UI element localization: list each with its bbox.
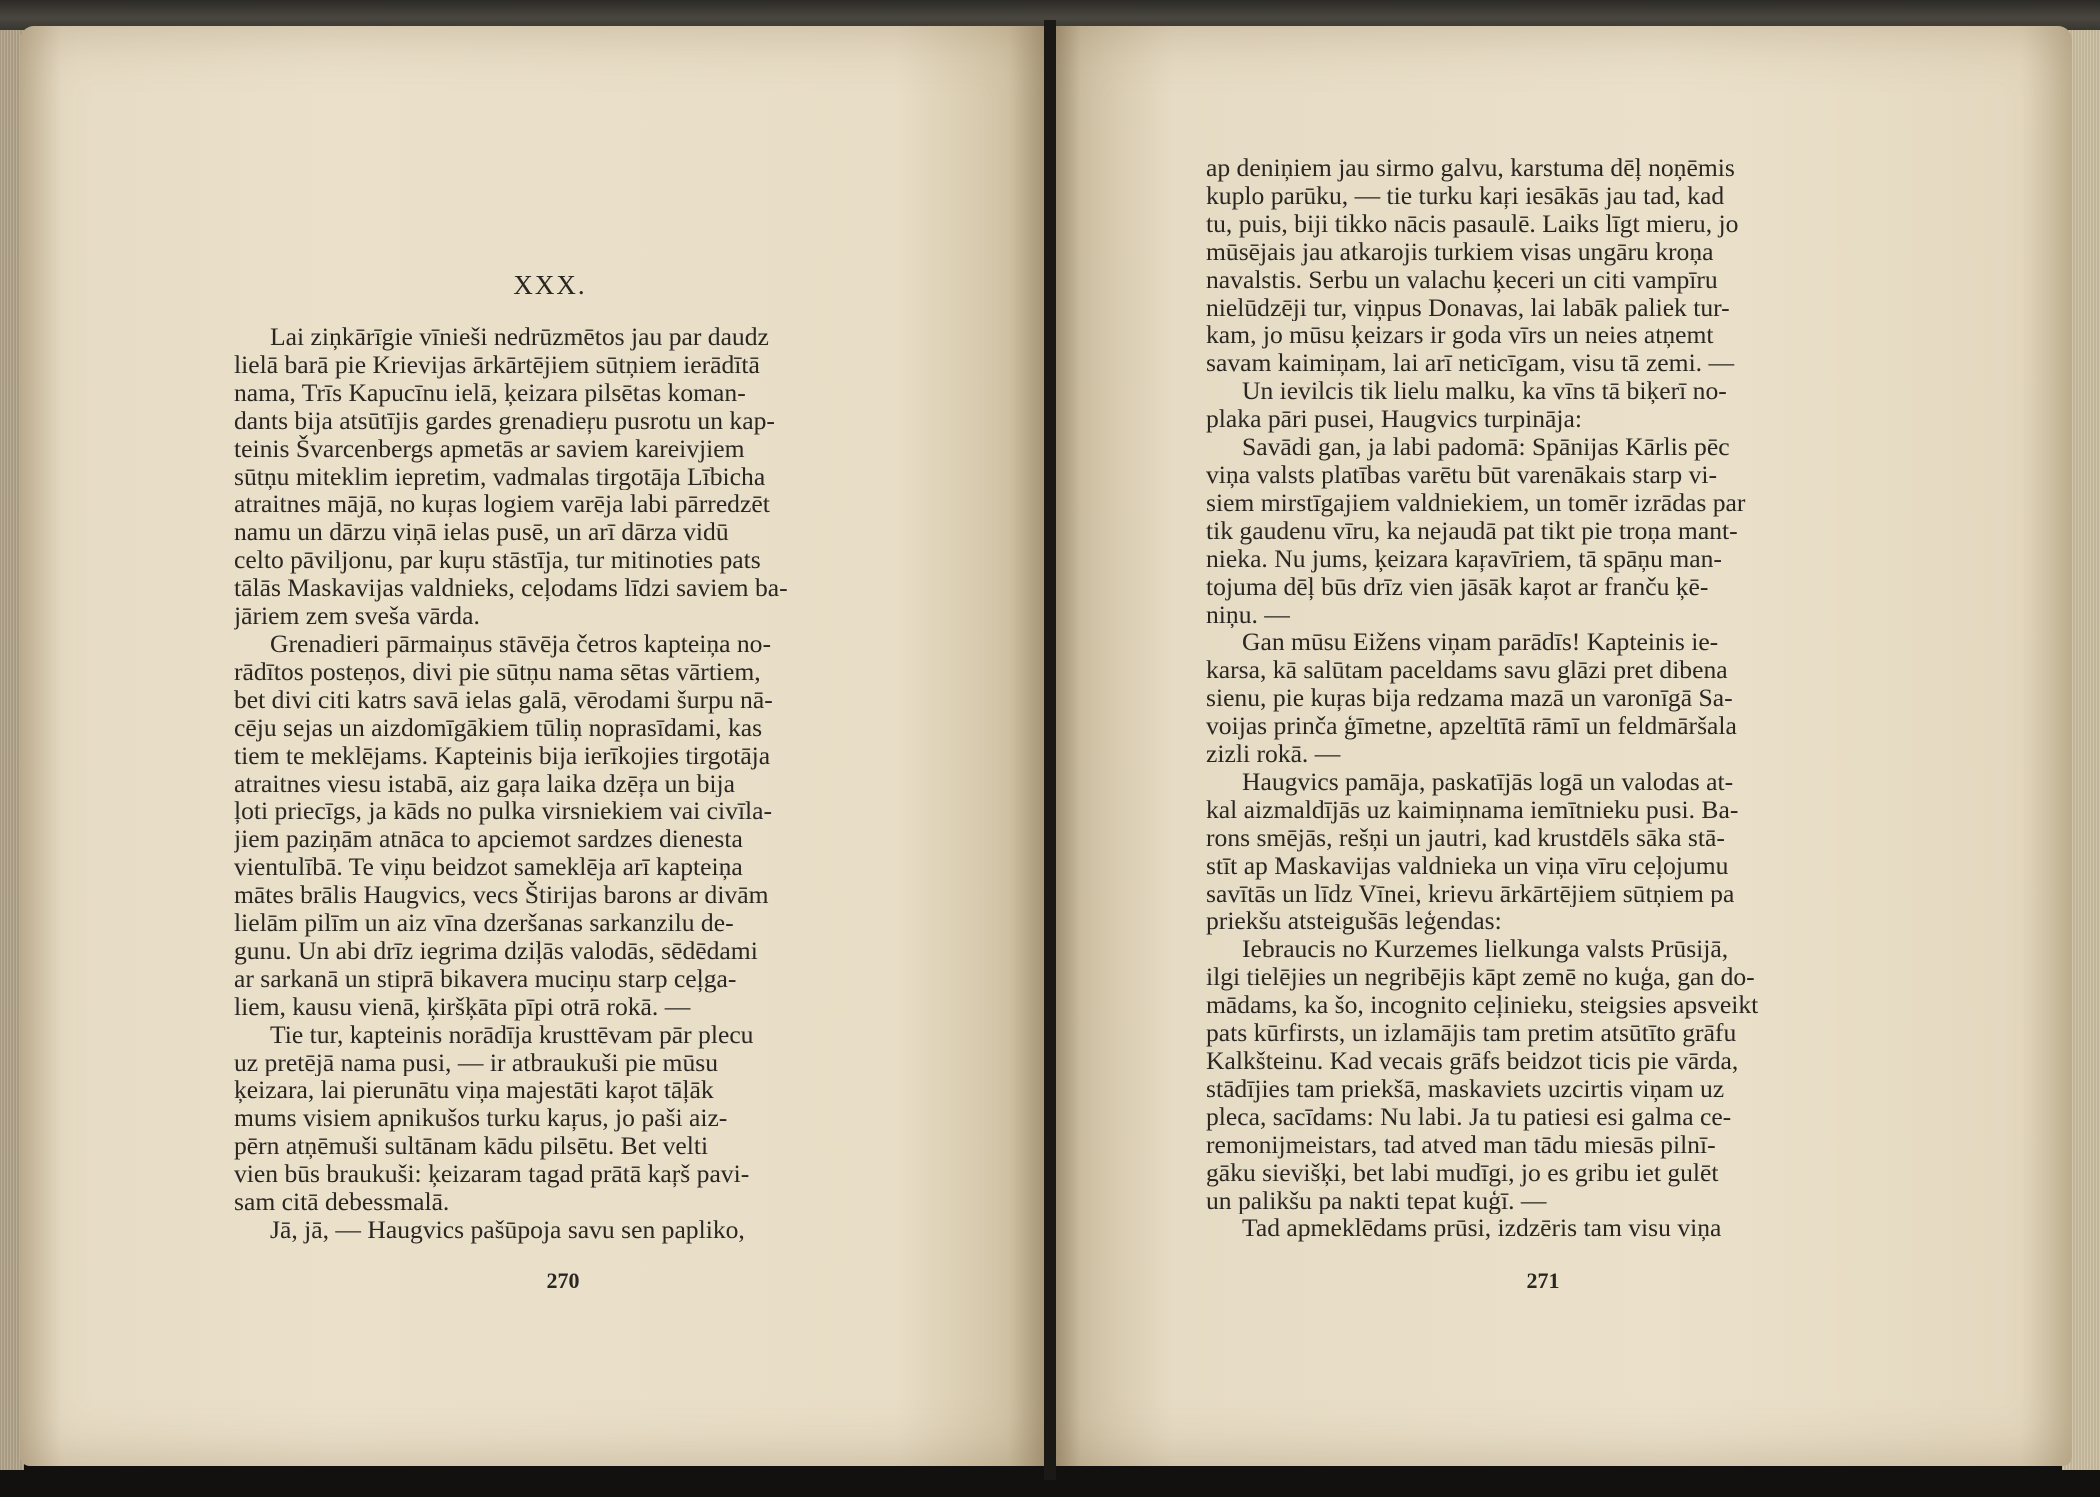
text-line: uz pretējā nama pusi, — ir atbraukuši pie mūsu: [234, 1048, 719, 1077]
text-line: sūtņu miteklim iepretim, vadmalas tirgotāja Lībicha: [234, 462, 766, 491]
text-line: plaka pāri pusei, Haugvics turpināja:: [1206, 405, 1582, 434]
left-page-number: 270: [546, 1268, 580, 1293]
text-line: tojuma dēļ būs drīz vien jāsāk kaŗot ar franču ķē-: [1206, 572, 1709, 601]
chapter-heading: XXX.: [513, 270, 587, 300]
text-line: tik gaudenu vīru, ka nejaudā pat tikt pie troņa mant-: [1206, 516, 1738, 545]
text-line: mātes brālis Haugvics, vecs Štirijas barons ar divām: [234, 881, 769, 910]
text-line: niņu. —: [1206, 600, 1290, 629]
text-line: Un ievilcis tik lielu malku, ka vīns tā biķerī no-: [1242, 377, 1727, 406]
text-line: nieka. Nu jums, ķeizara kaŗavīriem, tā spāņu man-: [1206, 544, 1722, 573]
right-page-text: [1206, 154, 1882, 1242]
text-line: voijas prinča ģīmetne, apzeltītā rāmī un feldmāršala: [1206, 712, 1737, 741]
text-line: mādams, ka šo, incognito ceļinieku, steigsies apsveikt: [1206, 991, 1759, 1020]
text-line: ļoti priecīgs, ja kāds no pulka virsniekiem vai civīla-: [234, 797, 773, 826]
text-line: atraitnes mājā, no kuŗas logiem varēja labi pārredzēt: [234, 490, 770, 519]
text-line: vientulībā. Te viņu beidzot sameklēja arī kapteiņa: [234, 853, 743, 882]
text-line: navalstis. Serbu un valachu ķeceri un citi vampīru: [1206, 265, 1718, 294]
text-line: jiem paziņām atnāca to apciemot sardzes dienesta: [234, 825, 743, 854]
text-line: cēju sejas un aizdomīgākiem tūliņ noprasīdami, kas: [234, 713, 763, 742]
text-line: ilgi tielējies un negribējis kāpt zemē no kuģa, gan do-: [1206, 963, 1755, 992]
text-line: Jā, jā, — Haugvics pašūpoja savu sen papliko,: [270, 1216, 745, 1244]
text-line: siem mirstīgajiem valdniekiem, un tomēr izrādas par: [1206, 488, 1746, 517]
text-line: dants bija atsūtījis gardes grenadieŗu pusrotu un kap-: [234, 406, 775, 435]
text-line: ap deniņiem jau sirmo galvu, karstuma dēļ noņēmis: [1206, 154, 1735, 182]
text-line: gunu. Un abi drīz iegrima dziļās valodās, sēdēdami: [234, 936, 758, 965]
text-line: Lai ziņkārīgie vīnieši nedrūzmētos jau par daudz: [270, 323, 769, 351]
text-line: bet divi citi katrs savā ielas galā, vērodami šurpu nā-: [234, 685, 773, 714]
text-line: Savādi gan, ja labi padomā: Spānijas Kārlis pēc: [1242, 433, 1730, 461]
text-line: ķeizara, lai pierunātu viņa majestāti kaŗot tāļāk: [234, 1076, 714, 1105]
text-line: namu un dārzu viņā ielas pusē, un arī dārza vidū: [234, 518, 729, 547]
text-line: vien būs braukuši: ķeizaram tagad prātā kaŗš pavi-: [234, 1160, 750, 1189]
text-line: karsa, kā salūtam paceldams savu glāzi pret dibena: [1206, 656, 1728, 685]
text-line: Iebraucis no Kurzemes lielkunga valsts Prūsijā,: [1242, 935, 1729, 964]
text-line: viņa valsts platības varētu būt varenākais starp vi-: [1206, 460, 1718, 489]
text-line: tu, puis, biji tikko nācis pasaulē. Laiks līgt mieru, jo: [1206, 209, 1739, 238]
text-line: stīt ap Maskavijas valdnieka un viņa vīru ceļojumu: [1206, 851, 1729, 880]
text-line: nielūdzēji tur, viņpus Donavas, lai labāk paliek tur-: [1206, 293, 1730, 322]
text-line: kuplo parūku, — tie turku kaŗi iesākās jau tad, kad: [1206, 181, 1725, 210]
text-line: savītās un līdz Vīnei, krievu ārkārtējiem sūtņiem pa: [1206, 879, 1735, 908]
left-page-text: [234, 323, 904, 1244]
text-line: tiem te meklējams. Kapteinis bija ierīkojies tirgotāja: [234, 741, 771, 770]
text-line: sienu, pie kuŗas bija redzama mazā un varonīgā Sa-: [1206, 684, 1733, 713]
text-line: celto pāviljonu, par kuŗu stāstīja, tur mitinoties pats: [234, 546, 761, 575]
text-line: remonijmeistars, tad atved man tādu miesās pilnī-: [1206, 1130, 1716, 1159]
text-line: pats kūrfirsts, un izlamājis tam pretim atsūtīto grāfu: [1206, 1019, 1737, 1047]
text-line: tālās Maskavijas valdnieks, ceļodams līdzi saviem ba-: [234, 574, 788, 603]
text-line: Tie tur, kapteinis norādīja krusttēvam pār plecu: [270, 1020, 754, 1049]
text-line: mūsējais jau atkarojis turkiem visas ungāru kroņa: [1206, 237, 1714, 266]
text-line: atraitnes viesu istabā, aiz gaŗa laika dzēŗa un bija: [234, 769, 735, 798]
text-line: rādītos posteņos, divi pie sūtņu nama sētas vārtiem,: [234, 657, 761, 686]
text-line: Gan mūsu Eižens viņam parādīs! Kapteinis ie-: [1242, 628, 1719, 657]
text-line: pleca, sacīdams: Nu labi. Ja tu patiesi esi galma ce-: [1206, 1102, 1732, 1131]
text-line: kam, jo mūsu ķeizars ir goda vīrs un neies atņemt: [1206, 321, 1714, 350]
text-line: gāku sievišķi, bet labi mudīgi, jo es gribu iet gulēt: [1206, 1158, 1719, 1187]
text-line: Kalkšteinu. Kad vecais grāfs beidzot ticis pie vārda,: [1206, 1047, 1739, 1075]
text-line: lielā barā pie Krievijas ārkārtējiem sūtņiem ierādītā: [234, 350, 760, 379]
text-line: liem, kausu vienā, ķiršķāta pīpi otrā rokā. —: [234, 992, 691, 1021]
text-line: savam kaimiņam, lai arī neticīgam, visu tā zemi. —: [1206, 349, 1735, 378]
text-line: un palikšu pa nakti tepat kuģī. —: [1206, 1186, 1547, 1215]
text-line: sam citā debessmalā.: [234, 1188, 450, 1216]
right-page-number: 271: [1526, 1268, 1560, 1293]
text-line: ar sarkanā un stiprā bikavera muciņu starp ceļga-: [234, 964, 737, 993]
text-line: pērn atņēmuši sultānam kādu pilsētu. Bet velti: [234, 1132, 709, 1161]
book-gutter: [1044, 20, 1056, 1480]
text-line: zizli rokā. —: [1206, 740, 1341, 768]
text-line: stādījies tam priekšā, maskaviets uzcirtis viņam uz: [1206, 1074, 1725, 1103]
text-line: Grenadieri pārmaiņus stāvēja četros kapteiņa no-: [270, 629, 772, 658]
text-line: rons smējās, rešņi un jautri, kad krustdēls sāka stā-: [1206, 823, 1725, 852]
text-line: Haugvics pamāja, paskatījās logā un valodas at-: [1242, 767, 1734, 796]
text-line: mums visiem apnikušos turku kaŗus, jo paši aiz-: [234, 1104, 728, 1133]
text-line: nama, Trīs Kapucīnu ielā, ķeizara pilsētas koman-: [234, 378, 746, 407]
text-line: lielām pilīm un aiz vīna dzeršanas sarkanzilu de-: [234, 909, 734, 937]
text-line: jāriem zem sveša vārda.: [234, 602, 480, 630]
text-line: kal aizmaldījās uz kaimiņnama iemītnieku pusi. Ba-: [1206, 795, 1739, 824]
text-line: priekšu atsteigušās leģendas:: [1206, 907, 1502, 936]
text-line: Tad apmeklēdams prūsi, izdzēris tam visu viņa: [1242, 1214, 1722, 1243]
text-line: teinis Švarcenbergs apmetās ar saviem kareivjiem: [234, 434, 745, 463]
